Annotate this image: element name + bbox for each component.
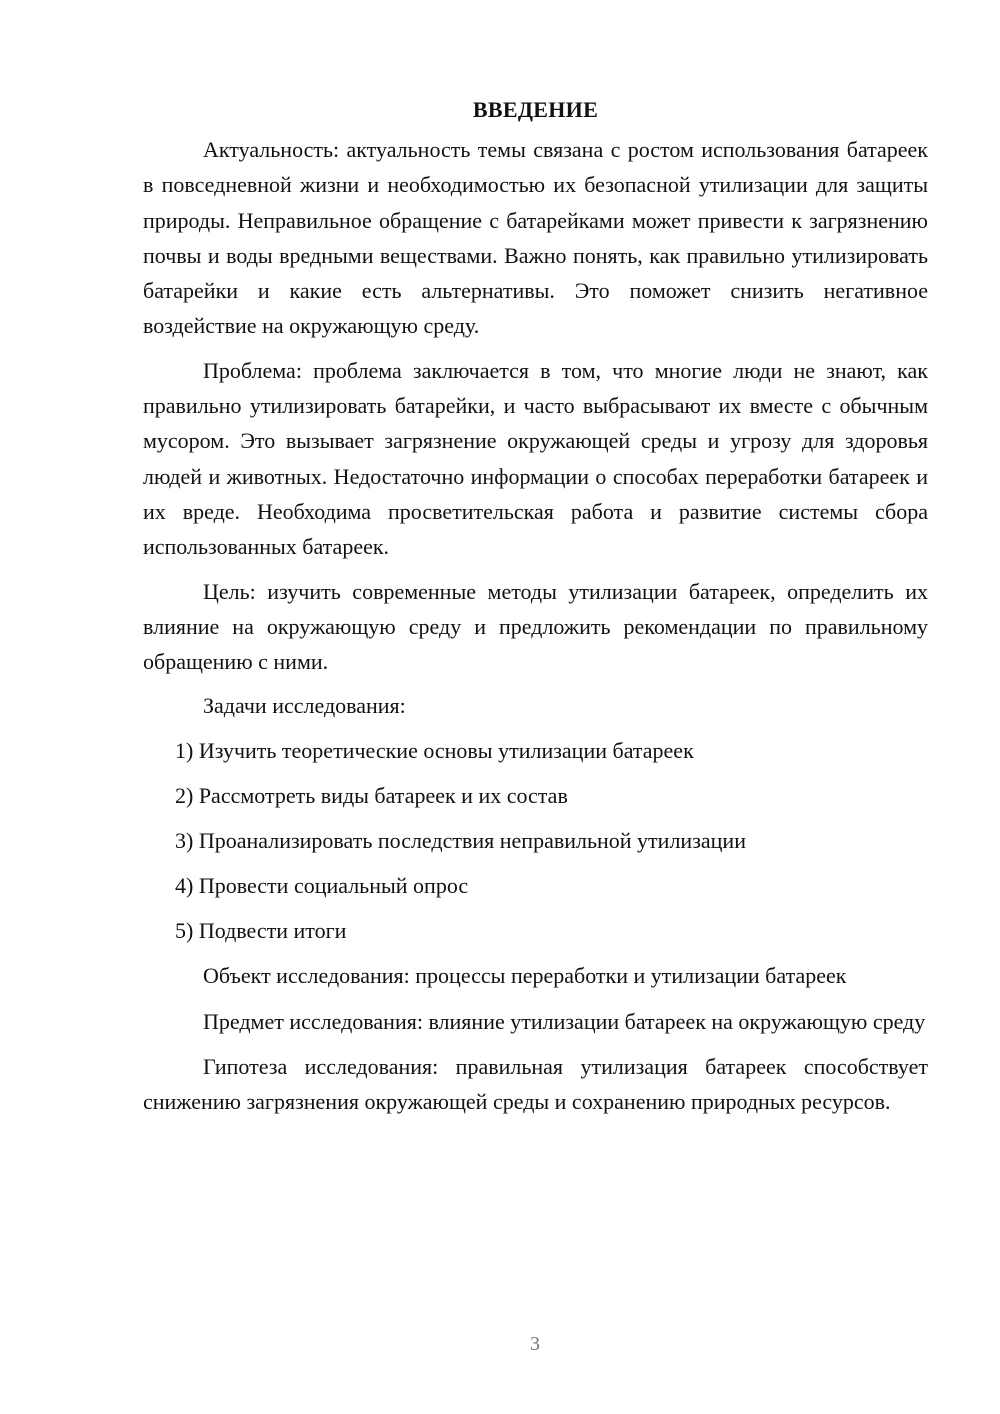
problem-paragraph: Проблема: проблема заключается в том, что многие люди не знают, как правильно утилизировать батарейки, и часто выбрасывают их вместе с обычным мусором. Это вызывает загрязнение окружающей среды и угрозу для здоровья людей и животных. Недостаточно информации о способах переработки батареек и их вреде. Необходима просветительская работа и развитие системы сбора использованных батареек. [143,357,928,560]
document-page [143,90,928,1129]
relevance-paragraph: Актуальность: актуальность темы связана с ростом использования батареек в повседневной жизни и необходимостью их безопасной утилизации для защиты природы. Неправильное обращение с батарейками может привести к загрязнению почвы и воды вредными веществами. Важно понять, как правильно утилизировать батарейки и какие есть альтернативы. Это поможет снизить негативное воздействие на окружающую среду. [143,137,928,339]
tasks-heading: Задачи исследования: [203,693,406,719]
page-number: 3 [530,1333,540,1355]
page-title: ВВЕДЕНИЕ [472,97,599,122]
task-list [143,733,928,948]
task-item-3: 3) Проанализировать последствия неправильной утилизации [175,828,746,854]
object-paragraph: Объект исследования: процессы переработки и утилизации батареек [203,963,847,989]
task-item-2: 2) Рассмотреть виды батареек и их состав [175,783,568,809]
task-item-1: 1) Изучить теоретические основы утилизации батареек [175,738,694,764]
hypothesis-paragraph: Гипотеза исследования: правильная утилизация батареек способствует снижению загрязнения окружающей среды и сохранению природных ресурсов. [143,1054,928,1115]
subject-paragraph: Предмет исследования: влияние утилизации батареек на окружающую среду [203,1008,926,1034]
goal-paragraph: Цель: изучить современные методы утилизации батареек, определить их влияние на окружающую среду и предложить рекомендации по правильному обращению с ними. [143,578,928,675]
task-item-4: 4) Провести социальный опрос [175,873,469,899]
task-item-5: 5) Подвести итоги [175,918,347,944]
